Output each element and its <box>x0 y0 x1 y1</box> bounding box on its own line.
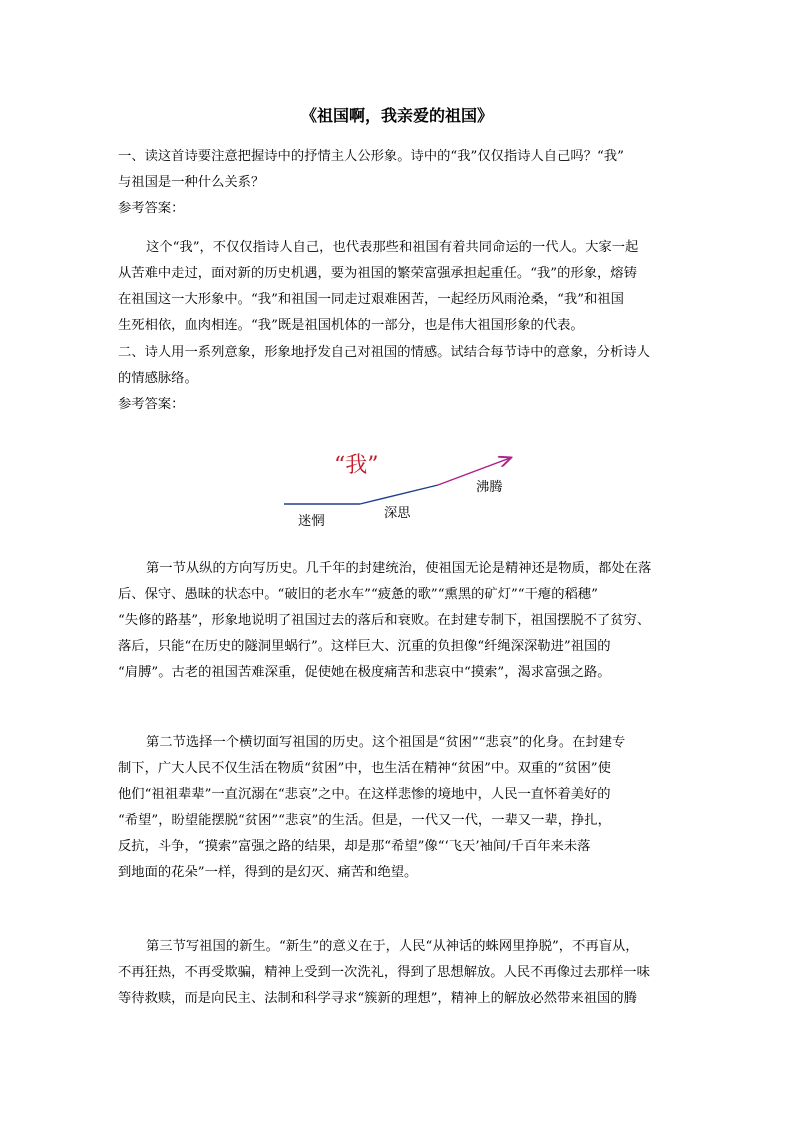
paragraph-line: 第一节从纵的方向写历史。几千年的封建统治，使祖国无论是精神还是物质，都处在落 <box>146 561 652 576</box>
page-title: 《祖国啊，我亲爱的祖国》 <box>300 106 493 125</box>
answer-1-line: 从苦难中走过，面对新的历史机遇，要为祖国的繁荣富强承担起重任。“我”的形象，熔铸 <box>118 266 637 281</box>
paragraph-section-2 <box>118 730 678 886</box>
paragraph-section-3 <box>118 934 678 1012</box>
diagram-center-label: “我” <box>334 453 379 478</box>
question-1-line: 一、读这首诗要注意把握诗中的抒情主人公形象。诗中的“我”仅仅指诗人自己吗？“我” <box>118 149 624 164</box>
question-2-line: 的情感脉络。 <box>118 371 198 386</box>
paragraph-line: “希望”，盼望能摆脱“贫困”“悲哀”的生活。但是，一代又一代，一辈又一辈，挣扎， <box>118 813 611 828</box>
paragraph-line: 不再狂热，不再受欺骗，精神上受到一次洗礼，得到了思想解放。人民不再像过去那样一味 <box>118 965 650 980</box>
answer-1 <box>118 235 678 339</box>
paragraph-line: 落后，只能“在历史的隧洞里蜗行”。这样巨大、沉重的负担像“纤绳深深勒进”祖国的 <box>118 639 611 654</box>
answer-2-label: 参考答案： <box>118 397 185 412</box>
paragraph-line: “肩膊”。古老的祖国苦难深重，促使她在极度痛苦和悲哀中“摸索”，渴求富强之路。 <box>118 665 611 680</box>
question-1 <box>118 144 678 222</box>
paragraph-line: 后、保守、愚昧的状态中。“破旧的老水车”“疲惫的歌”“熏黑的矿灯”“干瘪的稻穗” <box>118 587 598 602</box>
answer-1-line: 在祖国这一大形象中。“我”和祖国一同走过艰难困苦，一起经历风雨沧桑，“我”和祖国 <box>118 292 624 307</box>
answer-1-line: 这个“我”，不仅仅指诗人自己，也代表那些和祖国有着共同命运的一代人。大家一起 <box>146 240 639 255</box>
question-2 <box>118 340 678 418</box>
paragraph-line: 他们“祖祖辈辈”一直沉溺在“悲哀”之中。在这样悲惨的境地中，人民一直怀着美好的 <box>118 787 611 802</box>
paragraph-line: 到地面的花朵”一样，得到的是幻灭、痛苦和绝望。 <box>118 865 418 880</box>
stage-label-confusion: 迷惘 <box>298 514 325 529</box>
answer-1-line: 生死相依，血肉相连。“我”既是祖国机体的一部分，也是伟大祖国形象的代表。 <box>118 318 584 333</box>
question-2-line: 二、诗人用一系列意象，形象地抒发自己对祖国的情感。试结合每节诗中的意象，分析诗人 <box>118 345 650 360</box>
stage-label-reflection: 深思 <box>384 506 411 521</box>
paragraph-section-1 <box>118 556 678 686</box>
emotion-diagram <box>270 448 530 538</box>
stage-label-excitement: 沸腾 <box>476 480 503 495</box>
paragraph-line: 等待救赎，而是向民主、法制和科学寻求“簇新的理想”，精神上的解放必然带来祖国的腾 <box>118 991 637 1006</box>
paragraph-line: 制下，广大人民不仅生活在物质“贫困”中，也生活在精神“贫困”中。双重的“贫困”使 <box>118 761 611 776</box>
paragraph-line: 反抗，斗争，“摸索”富强之路的结果，却是那“希望”像“‘飞天’袖间/千百年来未落 <box>118 839 591 854</box>
paragraph-line: 第二节选择一个横切面写祖国的历史。这个祖国是“贫困”“悲哀”的化身。在封建专 <box>146 735 626 750</box>
answer-1-label: 参考答案： <box>118 201 185 216</box>
question-1-line: 与祖国是一种什么关系？ <box>118 175 265 190</box>
paragraph-line: “失修的路基”，形象地说明了祖国过去的落后和衰败。在封建专制下，祖国摆脱不了贫穷、 <box>118 613 651 628</box>
paragraph-line: 第三节写祖国的新生。“新生”的意义在于，人民“从神话的蛛网里挣脱”，不再盲从， <box>146 939 639 954</box>
